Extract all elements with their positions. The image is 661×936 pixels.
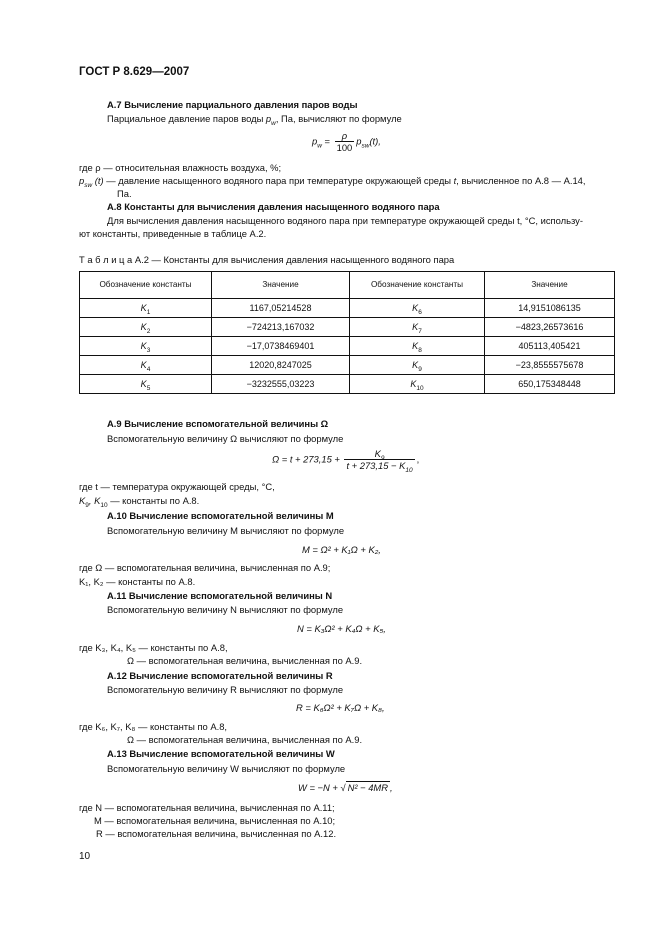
- section-a12-title: А.12 Вычисление вспомогательной величины R: [107, 670, 333, 681]
- section-a12-where1: где K₆, K₇, K₈ — константы по А.8,: [79, 721, 228, 732]
- constant-symbol: $K_1$: [80, 299, 212, 318]
- table-row: [80, 375, 615, 394]
- header-value-1: Значение: [212, 272, 350, 299]
- section-a9-where1: где t — температура окружающей среды, °С,: [79, 481, 275, 492]
- section-a9-intro: Вспомогательную величину Ω вычисляют по формуле: [107, 433, 344, 444]
- constant-value: −4823,26573616: [485, 318, 615, 337]
- constant-symbol: $K_2$: [80, 318, 212, 337]
- constant-symbol: $K_3$: [80, 337, 212, 356]
- section-a13-title: А.13 Вычисление вспомогательной величины W: [107, 748, 335, 759]
- section-a12-intro: Вспомогательную величину R вычисляют по формуле: [107, 684, 344, 695]
- section-a12-where2: Ω — вспомогательная величина, вычисленная по А.9.: [127, 734, 363, 745]
- section-a7-where2-cont: Па.: [117, 188, 132, 199]
- constant-value: 650,175348448: [485, 375, 615, 394]
- constant-symbol: $K_8$: [350, 337, 485, 356]
- section-a10-intro: Вспомогательную величину M вычисляют по формуле: [107, 525, 345, 536]
- constant-symbol: $K_{10}$: [350, 375, 485, 394]
- constant-symbol: $K_4$: [80, 356, 212, 375]
- section-a13-intro: Вспомогательную величину W вычисляют по формуле: [107, 763, 346, 774]
- section-a7-where2: $p_{sw}$ (t) — давление насыщенного водяного пара при температуре окружающей среды t, вычисленное по А.8 — А.14,: [79, 175, 586, 189]
- constant-value: −17,0738469401: [212, 337, 350, 356]
- page-number: 10: [79, 851, 91, 862]
- section-a11-title: А.11 Вычисление вспомогательной величины N: [107, 590, 333, 601]
- table-row: [80, 337, 615, 356]
- constant-value: −23,8555575678: [485, 356, 615, 375]
- section-a11-intro: Вспомогательную величину N вычисляют по формуле: [107, 604, 344, 615]
- section-a8-title: А.8 Константы для вычисления давления насыщенного водяного пара: [107, 201, 440, 212]
- constant-symbol: $K_7$: [350, 318, 485, 337]
- section-a10-where1: где Ω — вспомогательная величина, вычисленная по А.9;: [79, 562, 331, 573]
- formula-a9: Ω = t + 273,15 + $\frac{K_9}{t + 273,15 - K_{10}}$ ,: [272, 448, 420, 474]
- sqrt-sign: √: [340, 782, 346, 793]
- constant-value: −724213,167032: [212, 318, 350, 337]
- constant-value: 1167,05214528: [212, 299, 350, 318]
- table-header-row: [80, 272, 615, 299]
- section-a10-where2: K₁, K₂ — константы по А.8.: [79, 576, 196, 587]
- section-a9-title: А.9 Вычисление вспомогательной величины Ω: [107, 418, 329, 429]
- section-a13-where2: M — вспомогательная величина, вычисленная по А.10;: [94, 815, 336, 826]
- table-row: [80, 299, 615, 318]
- constant-symbol: $K_5$: [80, 375, 212, 394]
- header-designation-1: Обозначение константы: [80, 272, 212, 299]
- formula-a7: $p_w$ = $\frac{\rho}{100}$ $p_{sw}(t)$,: [312, 130, 381, 153]
- section-a8-line1: Для вычисления давления насыщенного водяного пара при температуре окружающей среды t, °С, использу-: [107, 215, 583, 226]
- section-a11-where1: где K₃, K₄, K₅ — константы по А.8,: [79, 642, 228, 653]
- constant-symbol: $K_6$: [350, 299, 485, 318]
- section-a10-title: А.10 Вычисление вспомогательной величины M: [107, 510, 334, 521]
- table-row: [80, 356, 615, 375]
- header-designation-2: Обозначение константы: [350, 272, 485, 299]
- constant-value: 14,9151086135: [485, 299, 615, 318]
- formula-a12: R = K₆Ω² + K₇Ω + K₈,: [296, 702, 385, 713]
- formula-a10: M = Ω² + K₁Ω + K₂,: [302, 544, 381, 555]
- section-a13-where1: где N — вспомогательная величина, вычисленная по А.11;: [79, 802, 335, 813]
- section-a7-where1: где ρ — относительная влажность воздуха, %;: [79, 162, 282, 173]
- constant-value: −3232555,03223: [212, 375, 350, 394]
- section-a7-intro: Парциальное давление паров воды $p_w$, Па, вычисляют по формуле: [107, 113, 402, 127]
- section-a9-where2: $K_9$, $K_{10}$ — константы по А.8.: [79, 495, 200, 509]
- document-header: ГОСТ Р 8.629—2007: [79, 66, 190, 78]
- section-a13-where3: R — вспомогательная величина, вычисленная по А.12.: [96, 828, 337, 839]
- header-value-2: Значение: [485, 272, 615, 299]
- table-row: [80, 318, 615, 337]
- formula-a11: N = K₃Ω² + K₄Ω + K₅,: [297, 623, 386, 634]
- formula-a13: W = −N + √ N² − 4MR ,: [298, 782, 393, 793]
- constants-table: [79, 271, 615, 394]
- constant-value: 12020,8247025: [212, 356, 350, 375]
- constant-symbol: $K_9$: [350, 356, 485, 375]
- table-caption: Т а б л и ц а А.2 — Константы для вычисления давления насыщенного водяного пара: [79, 254, 455, 265]
- constant-value: 405113,405421: [485, 337, 615, 356]
- section-a7-title: А.7 Вычисление парциального давления паров воды: [107, 99, 358, 110]
- section-a11-where2: Ω — вспомогательная величина, вычисленная по А.9.: [127, 655, 363, 666]
- section-a8-line2: ют константы, приведенные в таблице А.2.: [79, 228, 267, 239]
